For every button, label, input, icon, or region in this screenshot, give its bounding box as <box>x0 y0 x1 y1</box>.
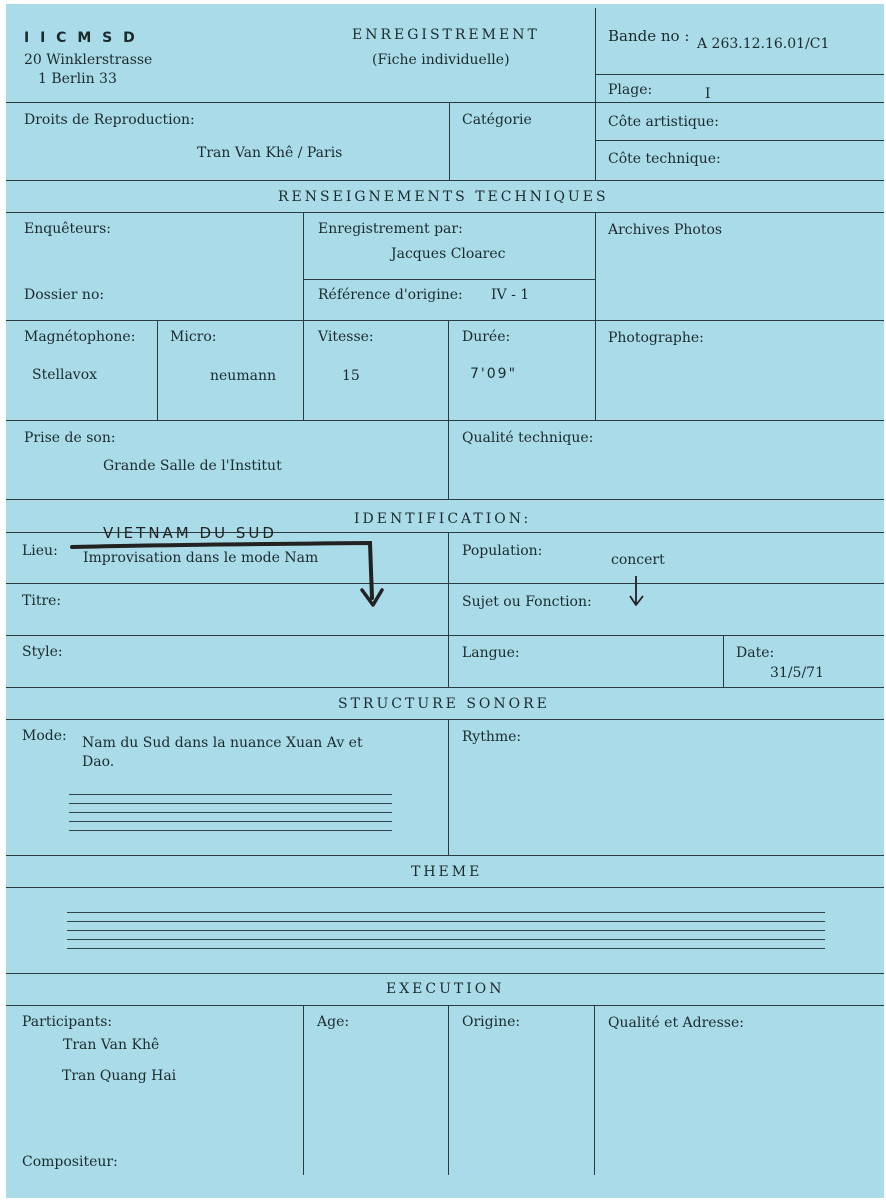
bande-label: Bande no : <box>608 27 690 45</box>
date-label: Date: <box>736 645 775 661</box>
participant-name: Tran Quang Hai <box>62 1068 177 1084</box>
fill-line <box>69 821 392 822</box>
qualite-technique-label: Qualité technique: <box>462 430 594 446</box>
execution-heading: EXECUTION <box>386 981 505 997</box>
origine-label: Origine: <box>462 1014 521 1030</box>
staff-line <box>67 939 825 940</box>
form-title: ENREGISTREMENT <box>352 27 540 43</box>
plage-value: I <box>705 86 711 102</box>
mode-line2: Dao. <box>82 754 115 770</box>
org-name: I I C M S D <box>24 30 138 46</box>
rights-value: Tran Van Khê / Paris <box>197 145 343 161</box>
org-street: 20 Winklerstrasse <box>24 52 153 68</box>
structure-heading: STRUCTURE SONORE <box>338 696 550 712</box>
identification-heading: IDENTIFICATION: <box>354 511 532 527</box>
plage-label: Plage: <box>608 82 653 98</box>
staff-line <box>67 948 825 949</box>
fill-line <box>69 794 392 795</box>
style-label: Style: <box>22 644 63 660</box>
micro-label: Micro: <box>170 329 217 345</box>
photographe-label: Photographe: <box>608 330 704 346</box>
population-label: Population: <box>462 543 543 559</box>
population-value: concert <box>611 552 665 568</box>
reference-value: IV - 1 <box>491 287 530 303</box>
fill-line <box>69 803 392 804</box>
date-value: 31/5/71 <box>770 665 824 681</box>
participants-label: Participants: <box>22 1014 113 1030</box>
staff-line <box>67 921 825 922</box>
enregistrement-label: Enregistrement par: <box>318 221 463 237</box>
lieu-label: Lieu: <box>22 543 58 559</box>
duree-value: 7'09" <box>470 366 518 382</box>
rythme-label: Rythme: <box>462 729 522 745</box>
sujet-label: Sujet ou Fonction: <box>462 594 592 610</box>
duree-label: Durée: <box>462 329 511 345</box>
lieu-typed: Improvisation dans le mode Nam <box>83 550 319 566</box>
qualite-adresse-label: Qualité et Adresse: <box>608 1015 744 1031</box>
mode-label: Mode: <box>22 728 67 744</box>
fill-line <box>69 812 392 813</box>
lieu-handwritten: VIETNAM DU SUD <box>103 524 277 542</box>
magnetophone-label: Magnétophone: <box>24 329 136 345</box>
mode-line1: Nam du Sud dans la nuance Xuan Av et <box>82 735 363 751</box>
cote-technique-label: Côte technique: <box>608 151 721 167</box>
vitesse-label: Vitesse: <box>318 329 374 345</box>
participant-name: Tran Van Khê <box>63 1037 160 1053</box>
rights-label: Droits de Reproduction: <box>24 112 195 128</box>
age-label: Age: <box>317 1014 350 1030</box>
org-city: 1 Berlin 33 <box>38 71 117 87</box>
staff-line <box>67 912 825 913</box>
langue-label: Langue: <box>462 645 520 661</box>
micro-value: neumann <box>210 368 276 384</box>
cote-artistique-label: Côte artistique: <box>608 114 719 130</box>
enregistrement-value: Jacques Cloarec <box>391 246 506 262</box>
prise-label: Prise de son: <box>24 430 116 446</box>
form-subtitle: (Fiche individuelle) <box>372 52 510 68</box>
titre-label: Titre: <box>22 593 62 609</box>
archives-label: Archives Photos <box>608 222 723 238</box>
technical-heading: RENSEIGNEMENTS TECHNIQUES <box>278 189 609 205</box>
enqueteurs-label: Enquêteurs: <box>24 221 112 237</box>
prise-value: Grande Salle de l'Institut <box>103 458 282 474</box>
staff-line <box>67 930 825 931</box>
vitesse-value: 15 <box>342 368 360 384</box>
theme-heading: THEME <box>411 864 483 880</box>
bande-value: A 263.12.16.01/C1 <box>697 36 830 52</box>
magnetophone-value: Stellavox <box>32 367 98 383</box>
reference-label: Référence d'origine: <box>318 287 463 303</box>
categorie-label: Catégorie <box>462 112 532 128</box>
dossier-label: Dossier no: <box>24 287 105 303</box>
compositeur-label: Compositeur: <box>22 1154 118 1170</box>
fill-line <box>69 830 392 831</box>
